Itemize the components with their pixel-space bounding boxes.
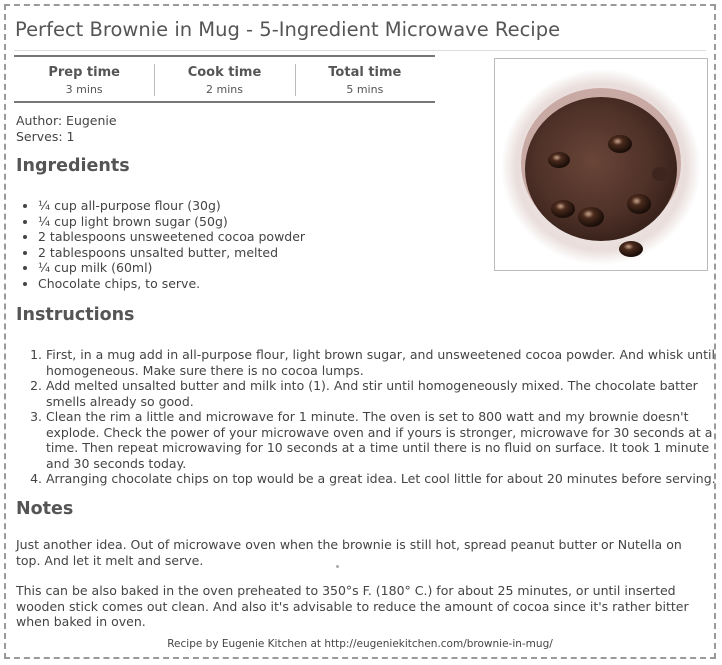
instructions-heading: Instructions <box>16 305 135 325</box>
cook-time-value: 2 mins <box>206 83 243 96</box>
total-time-value: 5 mins <box>346 83 384 96</box>
recipe-title: Perfect Brownie in Mug - 5-Ingredient Microwave Recipe <box>15 18 561 41</box>
note-paragraph: This can be also baked in the oven preheated to 350°s F. (180° C.) for about 25 minutes, or until inserted wooden stick comes out clean. And also it's advisable to reduce the amount of cocoa since it's rather bitter when baked in oven. <box>16 583 689 629</box>
ingredients-list <box>16 198 305 291</box>
recipe-card <box>4 4 716 659</box>
brownie-image <box>495 59 707 270</box>
ingredient-item: • ¼ cup light brown sugar (50g) <box>38 214 305 230</box>
ingredient-item: • 2 tablespoons unsweetened cocoa powder <box>38 229 305 245</box>
cook-time <box>154 57 294 101</box>
prep-time-label: Prep time <box>48 65 120 80</box>
instruction-step: 4. Arranging chocolate chips on top would be a great idea. Let cool little for about 20 minutes before serving. <box>46 471 722 487</box>
recipe-times <box>14 55 435 103</box>
recipe-photo <box>494 58 708 271</box>
instruction-step: 3. Clean the rim a little and microwave for 1 minute. The oven is set to 800 watt and my brownie doesn't explode. Check the power of your microwave oven and if yours is stronger, microwave for 30 seconds at a time. Then repeat microwaving for 10 seconds at a time until there is no fluid on surface. It took 1 minute and 30 seconds today. <box>46 409 722 471</box>
recipe-meta <box>16 113 117 145</box>
total-time-label: Total time <box>328 65 402 80</box>
note-paragraph: Just another idea. Out of microwave oven when the brownie is still hot, spread peanut butter or Nutella on top. And let it melt and serve. <box>16 537 682 568</box>
instruction-step: 2. Add melted unsalted butter and milk into (1). And stir until homogeneously mixed. The chocolate batter smells already so good. <box>46 378 722 409</box>
stray-dot <box>336 565 339 568</box>
ingredient-item: • Chocolate chips, to serve. <box>38 276 305 292</box>
ingredients-heading: Ingredients <box>16 156 130 176</box>
ingredient-item: • 2 tablespoons unsalted butter, melted <box>38 245 305 261</box>
ingredient-item: • ¼ cup all-purpose flour (30g) <box>38 198 305 214</box>
serves: Serves: 1 <box>16 129 75 144</box>
notes-heading: Notes <box>16 499 74 519</box>
prep-time <box>14 57 154 101</box>
instructions-list <box>16 347 722 487</box>
prep-time-value: 3 mins <box>65 83 103 96</box>
instruction-step: 1. First, in a mug add in all-purpose flour, light brown sugar, and unsweetened cocoa powder. And whisk until homogeneous. Make sure there is no cocoa lumps. <box>46 347 722 378</box>
ingredient-item: • ¼ cup milk (60ml) <box>38 260 305 276</box>
recipe-footer: Recipe by Eugenie Kitchen at http://eugeniekitchen.com/brownie-in-mug/ <box>167 638 553 650</box>
total-time <box>295 57 435 101</box>
title-divider <box>14 50 706 51</box>
author: Author: Eugenie <box>16 113 117 128</box>
cook-time-label: Cook time <box>187 65 262 80</box>
